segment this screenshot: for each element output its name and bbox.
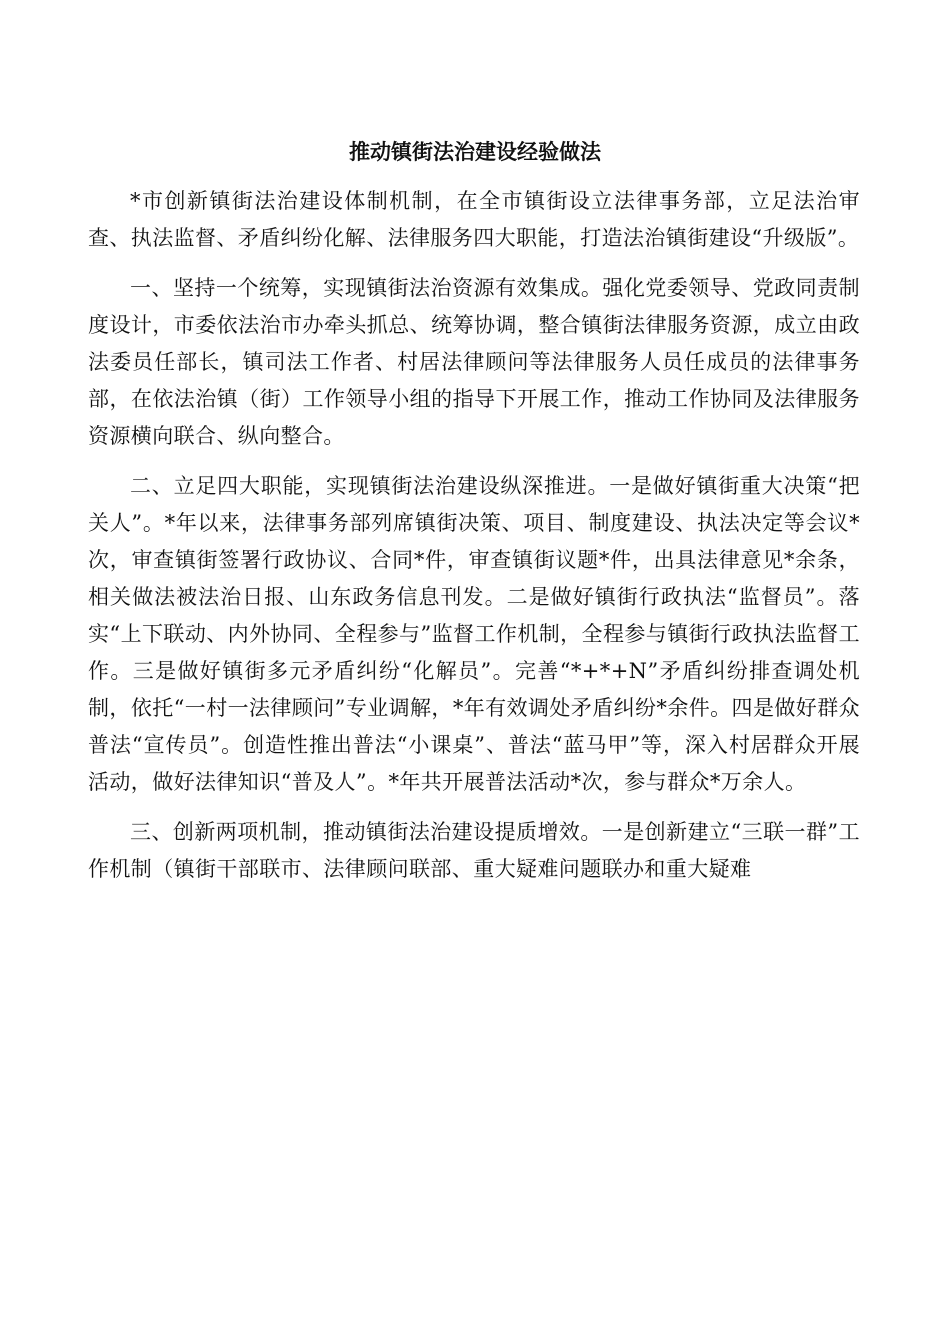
paragraph-intro: *市创新镇街法治建设体制机制，在全市镇街设立法律事务部，立足法治审查、执法监督、矛盾纠纷化解、法律服务四大职能，打造法治镇街建设“升级版”。 <box>88 189 860 250</box>
paragraph-section-2: 二、立足四大职能，实现镇街法治建设纵深推进。一是做好镇街重大决策“把关人”。*年以来，法律事务部列席镇街决策、项目、制度建设、执法决定等会议*次，审查镇街签署行政协议、合同*件，审查镇街议题*件，出具法律意见*余条，相关做法被法治日报、山东政务信息刊发。二是做好镇街行政执法“监督员”。落实“上下联动、内外协同、全程参与”监督工作机制，全程参与镇街行政执法监督工作。三是做好镇街多元矛盾纠纷“化解员”。完善“*+*+N”矛盾纠纷排查调处机制，依托“一村一法律顾问”专业调解，*年有效调处矛盾纠纷*余件。四是做好群众普法“宣传员”。创造性推出普法“小课桌”、普法“蓝马甲”等，深入村居群众开展活动，做好法律知识“普及人”。*年共开展普法活动*次，参与群众*万余人。 <box>88 474 860 794</box>
document-body <box>88 183 860 901</box>
paragraph-section-3: 三、创新两项机制，推动镇街法治建设提质增效。一是创新建立“三联一群”工作机制（镇街干部联市、法律顾问联部、重大疑难问题联办和重大疑难 <box>88 820 860 881</box>
paragraph-section-1: 一、坚持一个统筹，实现镇街法治资源有效集成。强化党委领导、党政同责制度设计，市委依法治市办牵头抓总、统筹协调，整合镇街法律服务资源，成立由政法委员任部长，镇司法工作者、村居法律顾问等法律服务人员任成员的法律事务部，在依法治镇（街）工作领导小组的指导下开展工作，推动工作协同及法律服务资源横向联合、纵向整合。 <box>88 276 860 448</box>
document-title: 推动镇街法治建设经验做法 <box>349 139 601 164</box>
